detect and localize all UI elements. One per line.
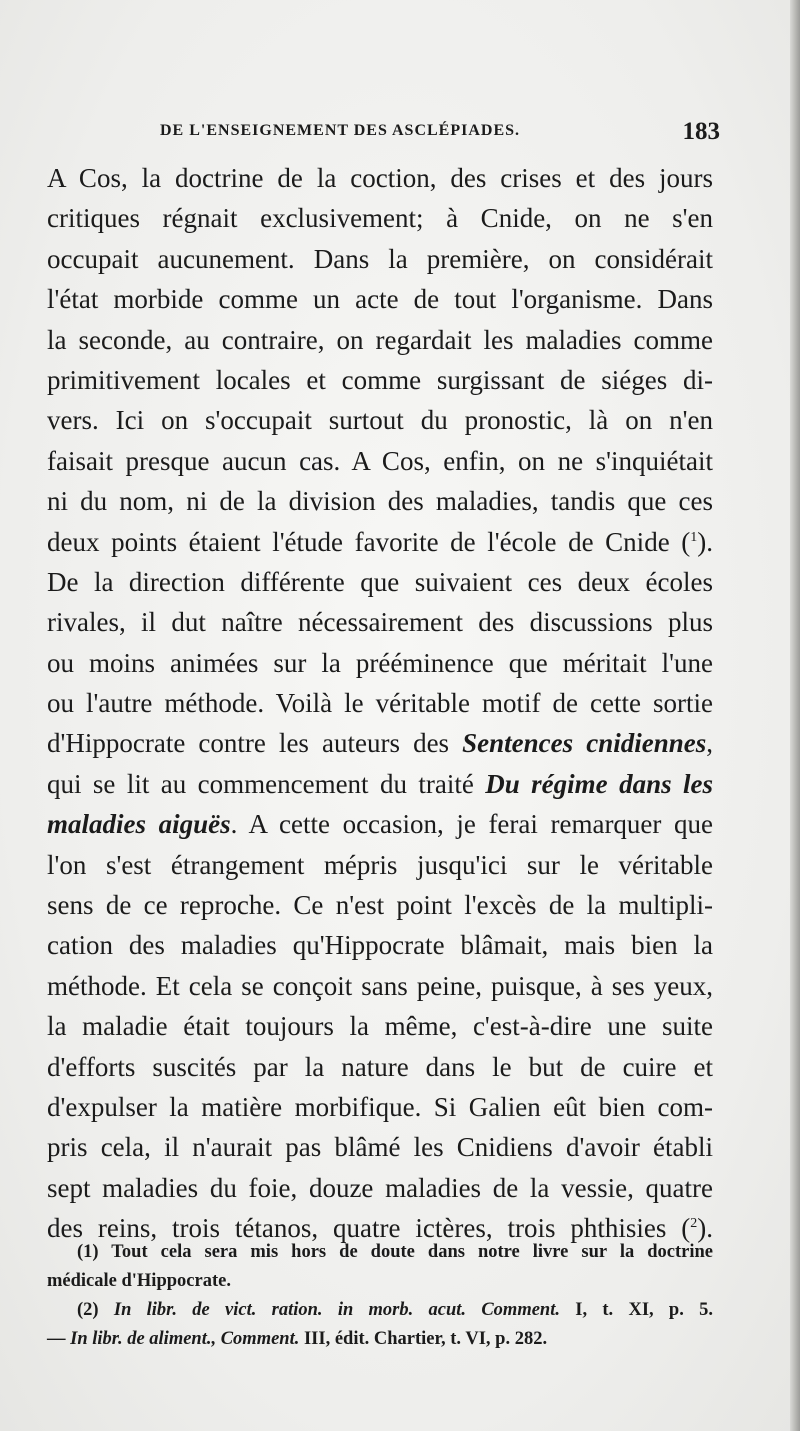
text-line — [47, 764, 713, 804]
footnote-ref: 2 — [690, 1216, 698, 1232]
footnote-ref: 1 — [690, 529, 698, 545]
text-line: ou l'autre méthode. Voilà le véritable motif de cette sortie — [47, 688, 713, 719]
page-number: 183 — [682, 118, 720, 145]
text-line: d'expulser la matière morbifique. Si Galien eût bien com- — [47, 1091, 713, 1122]
text-segment: ). — [697, 526, 713, 557]
text-segment: d'Hippocrate contre les auteurs des — [47, 728, 463, 759]
main-text — [47, 158, 713, 1249]
running-head — [160, 118, 720, 148]
footnotes — [47, 1238, 713, 1354]
citation: In libr. de aliment., Comment. — [70, 1329, 300, 1349]
work-title: maladies aiguës — [47, 809, 231, 840]
text-segment: des reins, trois tétanos, quatre ictères, trois phthisies ( — [47, 1213, 691, 1244]
dash: — — [47, 1329, 71, 1349]
text-line: critiques régnait exclusivement; à Cnide, on ne s'en — [47, 203, 713, 234]
text-line: rivales, il dut naître nécessairement des discussions plus — [47, 607, 713, 638]
text-segment: , — [706, 728, 713, 759]
text-segment: deux points étaient l'étude favorite de l'école de Cnide ( — [47, 526, 691, 557]
text-line: l'état morbide comme un acte de tout l'organisme. Dans — [47, 284, 713, 315]
footnote-2-cont — [47, 1325, 713, 1354]
text-line — [47, 723, 713, 763]
text-line — [47, 804, 713, 844]
text-line: pris cela, il n'aurait pas blâmé les Cnidiens d'avoir établi — [47, 1132, 713, 1163]
footnote-text: Tout cela sera mis hors de doute dans notre livre sur la doctrine — [111, 1242, 714, 1262]
text-line: occupait aucunement. Dans la première, on considérait — [47, 243, 713, 274]
page-edge-shadow — [790, 0, 800, 1431]
text-line: la seconde, au contraire, on regardait les maladies comme — [47, 324, 713, 355]
footnote-1 — [47, 1238, 713, 1267]
text-line: l'on s'est étrangement mépris jusqu'ici sur le véritable — [47, 849, 713, 880]
citation: In libr. de vict. ration. in morb. acut. Comment. — [113, 1300, 560, 1320]
text-line: sens de ce reproche. Ce n'est point l'excès de la multipli- — [47, 890, 713, 921]
text-line: méthode. Et cela se conçoit sans peine, puisque, à ses yeux, — [47, 970, 713, 1001]
text-line: A Cos, la doctrine de la coction, des crises et des jours — [47, 163, 713, 193]
text-line — [47, 522, 713, 562]
text-segment: . A cette occasion, je ferai remarquer que — [230, 809, 713, 840]
text-line: De la direction différente que suivaient ces deux écoles — [47, 566, 713, 597]
footnote-marker: (2) — [77, 1300, 99, 1320]
running-head-title: DE L'ENSEIGNEMENT DES ASCLÉPIADES. — [160, 122, 521, 139]
text-segment: qui se lit au commencement du traité — [47, 768, 486, 799]
text-line: ou moins animées sur la prééminence que méritait l'une — [47, 647, 713, 678]
footnote-text: I, t. XI, p. 5. — [559, 1300, 714, 1320]
footnote-1-cont: médicale d'Hippocrate. — [47, 1271, 231, 1291]
text-line: la maladie était toujours la même, c'est-à-dire une suite — [47, 1011, 713, 1042]
text-line: d'efforts suscités par la nature dans le but de cuire et — [47, 1051, 713, 1082]
footnote-marker: (1) — [77, 1242, 99, 1262]
text-line: primitivement locales et comme surgissant de siéges di- — [47, 364, 713, 395]
footnote-text: III, édit. Chartier, t. VI, p. 282. — [299, 1329, 548, 1349]
text-line: faisait presque aucun cas. A Cos, enfin, on ne s'inquiétait — [47, 445, 713, 476]
text-line: vers. Ici on s'occupait surtout du pronostic, là on n'en — [47, 405, 713, 436]
text-line: ni du nom, ni de la division des maladies, tandis que ces — [47, 486, 713, 517]
text-line: sept maladies du foie, douze maladies de la vessie, quatre — [47, 1172, 713, 1203]
footnote-2 — [47, 1296, 713, 1325]
work-title: Du régime dans les — [485, 768, 713, 799]
text-line: cation des maladies qu'Hippocrate blâmait, mais bien la — [47, 930, 713, 961]
work-title: Sentences cnidiennes — [462, 728, 707, 759]
text-segment: ). — [697, 1213, 713, 1244]
